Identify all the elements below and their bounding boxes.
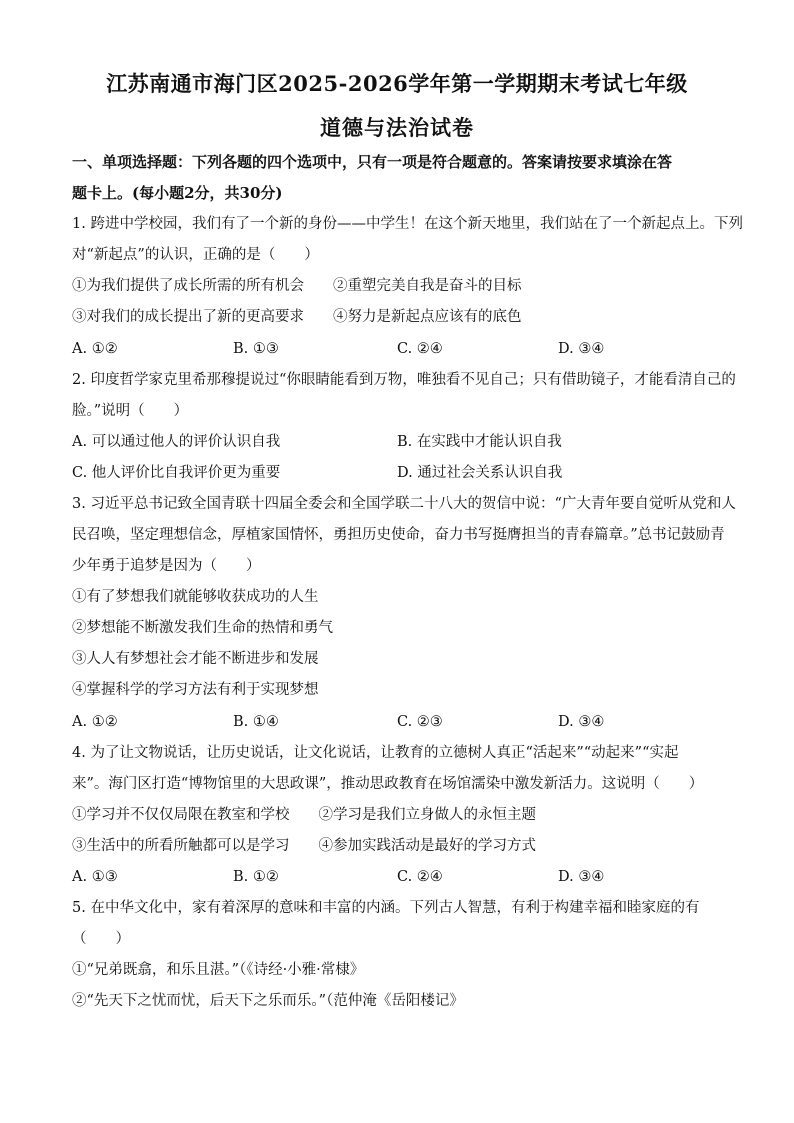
question-3-stem: 少年勇于追梦是因为（ ） (72, 558, 261, 574)
question-1-option-a: A. ①② (72, 341, 118, 357)
question-5-statement: ②“先天下之忧而忧，后天下之乐而乐。”（范仲淹《岳阳楼记》 (72, 993, 464, 1009)
question-4-option-a: A. ①③ (72, 869, 118, 885)
question-3-statement: ④掌握科学的学习方法有利于实现梦想 (72, 682, 319, 698)
question-4-option-d: D. ③④ (558, 869, 605, 885)
question-5-stem: 5. 在中华文化中，家有着深厚的意味和丰富的内涵。下列古人智慧，有利于构建幸福和睦家庭的有 (72, 900, 700, 916)
question-3-statement: ③人人有梦想社会才能不断进步和发展 (72, 651, 319, 667)
question-1-stem: 1. 跨进中学校园，我们有了一个新的身份——中学生！在这个新天地里，我们站在了一个新起点上。下列 (72, 216, 743, 232)
section-heading-cont: 题卡上。(每小题2分，共30分) (72, 184, 283, 202)
question-3-statement: ②梦想能不断激发我们生命的热情和勇气 (72, 620, 333, 636)
question-4-statement: ③生活中的所看所触都可以是学习 ④参加实践活动是最好的学习方式 (72, 838, 536, 854)
question-4-option-c: C. ②④ (397, 869, 443, 885)
question-2-option-b: B. 在实践中才能认识自我 (397, 434, 562, 450)
question-2-stem: 2. 印度哲学家克里希那穆提说过“你眼睛能看到万物，唯独看不见自己；只有借助镜子，才能看清自己的 (72, 372, 736, 388)
question-4-stem: 4. 为了让文物说话，让历史说话，让文化说话，让教育的立德树人真正“活起来”“动起来”“实起 (72, 745, 679, 761)
question-3-stem: 民召唤，坚定理想信念，厚植家国情怀，勇担历史使命，奋力书写挺膺担当的青春篇章。”总书记鼓励青 (72, 527, 725, 543)
question-1-option-d: D. ③④ (558, 341, 605, 357)
question-4-stem: 来”。海门区打造“博物馆里的大思政课”，推动思政教育在场馆濡染中激发新活力。这说明（ ） (72, 776, 704, 792)
question-3-option-a: A. ①② (72, 714, 118, 730)
exam-subtitle: 道德与法治试卷 (320, 115, 474, 140)
question-3-stem: 3. 习近平总书记致全国青联十四届全委会和全国学联二十八大的贺信中说：“广大青年要自觉听从党和人 (72, 496, 736, 512)
question-3-option-c: C. ②③ (397, 714, 443, 730)
question-4-option-b: B. ①② (233, 869, 279, 885)
question-3-option-d: D. ③④ (558, 714, 605, 730)
question-1-option-b: B. ①③ (233, 341, 279, 357)
question-1-stem: 对“新起点”的认识，正确的是（ ） (72, 247, 319, 263)
question-1-statement: ③对我们的成长提出了新的更高要求 ④努力是新起点应该有的底色 (72, 309, 522, 325)
question-3-statement: ①有了梦想我们就能够收获成功的人生 (72, 589, 319, 605)
question-3-option-b: B. ①④ (233, 714, 279, 730)
question-2-option-a: A. 可以通过他人的评价认识自我 (72, 434, 281, 450)
question-4-statement: ①学习并不仅仅局限在教室和学校 ②学习是我们立身做人的永恒主题 (72, 807, 536, 823)
question-1-option-c: C. ②④ (397, 341, 443, 357)
question-5-statement: ①“兄弟既翕，和乐且湛。”（《诗经·小雅·常棣》 (72, 962, 365, 978)
question-2-option-c: C. 他人评价比自我评价更为重要 (72, 465, 281, 481)
section-heading: 一、单项选择题：下列各题的四个选项中，只有一项是符合题意的。答案请按要求填涂在答 (72, 153, 673, 171)
exam-title: 江苏南通市海门区2025-2026学年第一学期期末考试七年级 (106, 71, 688, 96)
question-2-stem: 脸。”说明（ ） (72, 403, 189, 419)
question-5-stem: （ ） (72, 931, 130, 947)
question-2-option-d: D. 通过社会关系认识自我 (397, 465, 563, 481)
question-1-statement: ①为我们提供了成长所需的所有机会 ②重塑完美自我是奋斗的目标 (72, 278, 522, 294)
